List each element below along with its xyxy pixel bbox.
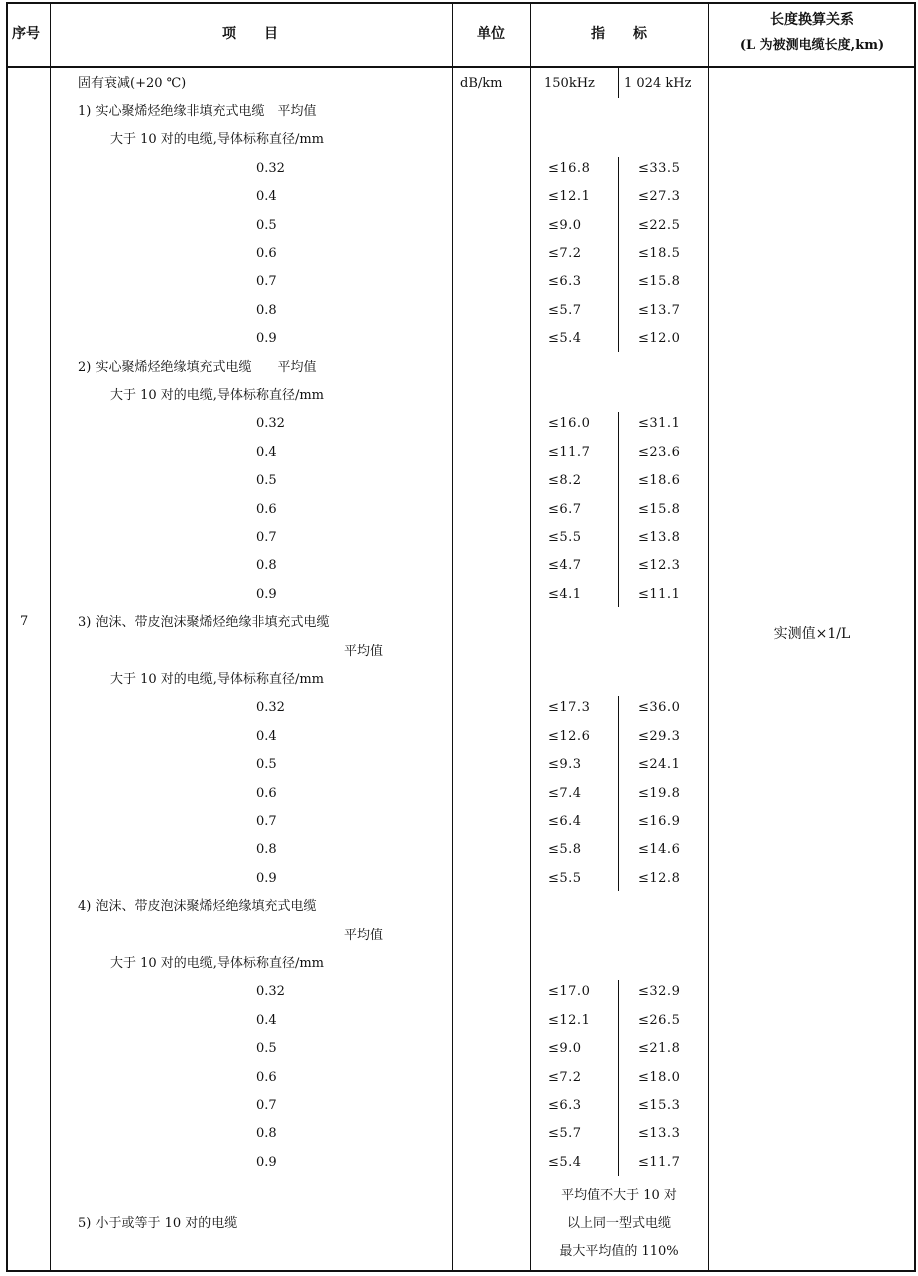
conductor-diameter: 0.6 [256,1069,277,1085]
value-150khz: ≤8.2 [548,473,582,489]
conductor-diameter: 0.7 [256,530,277,545]
conductor-diameter: 0.32 [256,700,285,716]
value-1024khz: ≤18.6 [638,473,681,489]
value-150khz: ≤6.4 [548,814,582,829]
value-150khz: ≤6.3 [548,1098,582,1113]
value-150khz: ≤7.2 [548,246,582,261]
value-150khz: ≤5.5 [548,870,582,886]
right-border [914,2,916,1272]
group-title: 3) 泡沫、带皮泡沫聚烯烃绝缘非填充式电缆 [78,615,330,631]
conductor-diameter: 0.8 [256,558,277,574]
column-divider [530,2,531,1272]
value-150khz: ≤5.7 [548,1126,582,1142]
group5-title: 5) 小于或等于 10 对的电缆 [78,1216,238,1231]
row-index: 7 [20,614,29,629]
column-divider [708,2,709,1272]
value-150khz: ≤12.1 [548,189,591,205]
value-150khz: ≤6.3 [548,274,582,290]
conductor-diameter: 0.5 [256,217,277,233]
group-subtitle: 大于 10 对的电缆,导体标称直径/mm [110,388,324,403]
conductor-diameter: 0.9 [256,331,277,347]
value-1024khz: ≤13.3 [638,1126,681,1142]
group5-note: 最大平均值的 110% [559,1244,679,1259]
group-title: 平均值 [344,927,384,943]
freq-1024khz: 1 024 kHz [624,76,692,91]
group-title: 2) 实心聚烯烃绝缘填充式电缆 平均值 [78,359,317,375]
bottom-border [6,1270,916,1272]
value-1024khz: ≤13.8 [638,530,681,545]
header-divider [6,66,916,68]
header-conversion-title: 长度换算关系 [770,12,854,28]
conductor-diameter: 0.8 [256,1126,277,1142]
value-1024khz: ≤22.5 [638,217,681,233]
header-spec: 指 标 [591,26,647,42]
group-subtitle: 大于 10 对的电缆,导体标称直径/mm [110,672,324,687]
value-1024khz: ≤33.5 [638,160,681,176]
conductor-diameter: 0.6 [256,785,277,801]
value-150khz: ≤9.0 [548,1041,582,1057]
value-1024khz: ≤15.3 [638,1098,681,1113]
value-150khz: ≤12.6 [548,728,591,744]
freq-150khz: 150kHz [544,76,595,91]
conductor-diameter: 0.8 [256,302,277,318]
conductor-diameter: 0.5 [256,473,277,489]
conductor-diameter: 0.5 [256,757,277,773]
value-150khz: ≤4.1 [548,586,582,602]
conductor-diameter: 0.32 [256,984,285,1000]
group5-note: 以上同一型式电缆 [566,1216,671,1231]
value-150khz: ≤5.4 [548,331,582,347]
header-item: 项 目 [222,26,278,42]
value-150khz: ≤6.7 [548,501,582,517]
value-1024khz: ≤12.8 [638,870,681,886]
value-1024khz: ≤15.8 [638,501,681,517]
value-1024khz: ≤18.0 [638,1069,681,1085]
header-unit: 单位 [477,26,505,42]
value-1024khz: ≤14.6 [638,842,681,858]
group-subtitle: 大于 10 对的电缆,导体标称直径/mm [110,956,324,971]
value-150khz: ≤16.8 [548,160,591,176]
value-150khz: ≤9.0 [548,217,582,233]
header-conversion-note: (L 为被测电缆长度,km) [739,38,885,53]
conductor-diameter: 0.4 [256,728,277,744]
value-1024khz: ≤29.3 [638,728,681,744]
row-title: 固有衰减(+20 ℃) [78,76,187,91]
conductor-diameter: 0.4 [256,189,277,205]
left-border [6,2,8,1272]
value-1024khz: ≤27.3 [638,189,681,205]
conductor-diameter: 0.7 [256,274,277,290]
freq-divider [618,68,619,98]
freq-divider [618,412,619,607]
value-150khz: ≤17.3 [548,700,591,716]
top-border [6,2,916,4]
header-index: 序号 [12,26,40,42]
conductor-diameter: 0.7 [256,814,277,829]
value-1024khz: ≤21.8 [638,1041,681,1057]
group-title: 平均值 [344,643,384,659]
freq-divider [618,986,619,1176]
freq-divider [618,696,619,891]
freq-divider [618,157,619,352]
conductor-diameter: 0.9 [256,586,277,602]
value-1024khz: ≤12.3 [638,558,681,574]
conductor-diameter: 0.4 [256,444,277,460]
value-150khz: ≤9.3 [548,757,582,773]
conductor-diameter: 0.4 [256,1012,277,1028]
value-1024khz: ≤32.9 [638,984,681,1000]
value-150khz: ≤16.0 [548,416,591,432]
conversion-value: 实测值×1/L [773,626,851,642]
conductor-diameter: 0.32 [256,416,285,432]
value-1024khz: ≤31.1 [638,416,681,432]
value-1024khz: ≤24.1 [638,757,681,773]
value-1024khz: ≤36.0 [638,700,681,716]
value-150khz: ≤12.1 [548,1012,591,1028]
value-150khz: ≤7.4 [548,785,582,801]
group-title: 1) 实心聚烯烃绝缘非填充式电缆 平均值 [78,104,317,119]
value-1024khz: ≤11.1 [638,586,681,602]
value-150khz: ≤5.8 [548,842,582,858]
value-1024khz: ≤12.0 [638,331,681,347]
conductor-diameter: 0.6 [256,501,277,517]
value-1024khz: ≤19.8 [638,785,681,801]
row-unit: dB/km [460,76,503,91]
group-subtitle: 大于 10 对的电缆,导体标称直径/mm [110,132,324,148]
value-150khz: ≤4.7 [548,558,582,574]
column-divider [452,2,453,1272]
conductor-diameter: 0.8 [256,842,277,858]
value-150khz: ≤5.5 [548,530,582,545]
value-1024khz: ≤11.7 [638,1154,681,1170]
conductor-diameter: 0.9 [256,870,277,886]
value-1024khz: ≤13.7 [638,302,681,318]
value-1024khz: ≤18.5 [638,246,681,261]
conductor-diameter: 0.7 [256,1098,277,1113]
value-1024khz: ≤23.6 [638,444,681,460]
value-150khz: ≤7.2 [548,1069,582,1085]
conductor-diameter: 0.5 [256,1041,277,1057]
column-divider [50,2,51,1272]
value-150khz: ≤5.7 [548,302,582,318]
conductor-diameter: 0.9 [256,1154,277,1170]
value-150khz: ≤5.4 [548,1154,582,1170]
group-title: 4) 泡沫、带皮泡沫聚烯烃绝缘填充式电缆 [78,899,317,915]
group5-note: 平均值不大于 10 对 [561,1188,677,1203]
value-150khz: ≤17.0 [548,984,591,1000]
value-1024khz: ≤26.5 [638,1012,681,1028]
value-1024khz: ≤16.9 [638,814,681,829]
conductor-diameter: 0.32 [256,160,285,176]
value-1024khz: ≤15.8 [638,274,681,290]
conductor-diameter: 0.6 [256,246,277,261]
value-150khz: ≤11.7 [548,444,591,460]
